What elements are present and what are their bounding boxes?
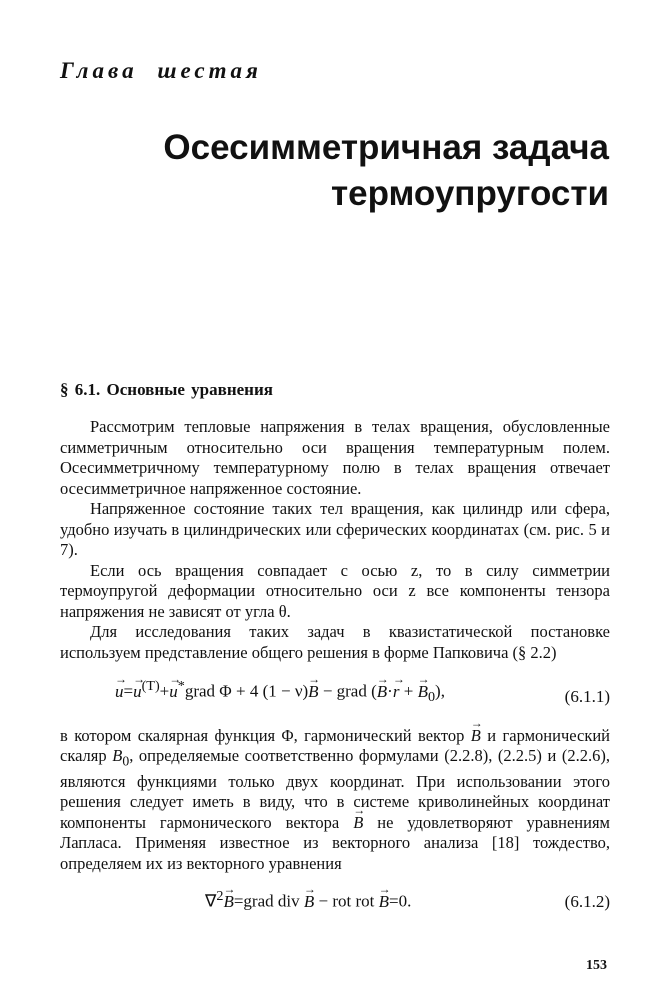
paragraph-5-text-a: в котором скалярная функция Φ, гармонический вектор bbox=[60, 725, 465, 745]
chapter-heading: Глава шестая bbox=[60, 58, 262, 83]
equation-6-1-1 bbox=[60, 676, 610, 708]
paragraph-5 bbox=[60, 726, 610, 875]
rot-rot-term: − rot rot bbox=[318, 892, 375, 911]
paragraph-1: Рассмотрим тепловые напряжения в телах вращения, обусловленные симметричным относительно оси вращения температурным полем. Осесимметричному температурному полю в телах вращения отвечает осесимметричное напряженное состояние. bbox=[60, 417, 610, 498]
equation-6-1-2-body bbox=[205, 886, 411, 912]
subscript-0: 0 bbox=[427, 689, 436, 706]
scalar-b0: B bbox=[112, 746, 123, 766]
paragraph-2: Напряженное состояние таких тел вращения, как цилиндр или сфера, удобно изучать в цилиндрических или сферических координатах (см. рис. 5 и 7). bbox=[60, 499, 610, 559]
vector-b: → B bbox=[304, 892, 314, 913]
nabla-symbol: ∇ bbox=[205, 892, 217, 911]
vector-u: → u bbox=[115, 682, 124, 703]
body-text bbox=[60, 417, 610, 913]
chapter-title bbox=[163, 125, 609, 217]
chapter-title-line-2: термоупругости bbox=[330, 174, 609, 213]
paragraph-5-text-c: , определяемые соответственно формулами (2.2.8), (2.2.5) и (2.2.6), являются функциями только двух координат. При использовании этого решения следует иметь в виду, что в системе криволинейных координат компоненты гармонического вектора bbox=[60, 746, 610, 832]
equals-zero: =0. bbox=[389, 892, 412, 911]
section-heading: § 6.1. Основные уравнения bbox=[60, 380, 273, 399]
plus-operator: + bbox=[399, 681, 418, 701]
vector-u-star: → u bbox=[169, 682, 178, 703]
vector-b: → B bbox=[377, 682, 387, 703]
dot-operator: · bbox=[387, 681, 393, 701]
paragraph-5-text-d: не удовлетворяют уравнениям Лапласа. Применяя известное из векторного анализа [18] тождество, определяем их из векторного уравнения bbox=[60, 812, 611, 873]
vector-b: → B bbox=[308, 682, 318, 703]
vector-b: → B bbox=[223, 892, 233, 913]
equation-number-6-1-1: (6.1.1) bbox=[564, 687, 610, 707]
scalar-b0-subscript: 0 bbox=[122, 753, 130, 769]
paragraph-5-text-b: и гармонический скаляр bbox=[60, 725, 611, 766]
vector-b: → B bbox=[379, 892, 389, 913]
grad-term: − grad ( bbox=[318, 681, 377, 701]
equation-6-1-2 bbox=[60, 886, 610, 912]
grad-phi-term: grad Φ + 4 (1 − ν) bbox=[184, 681, 309, 701]
paragraph-4: Для исследования таких задач в квазистатической постановке используем представление общего решения в форме Папковича (§ 2.2) bbox=[60, 622, 610, 662]
chapter-title-line-1: Осесимметричная задача bbox=[163, 128, 609, 167]
grad-div-term: =grad div bbox=[233, 892, 300, 911]
vector-b-inline: → B bbox=[471, 726, 481, 747]
equation-6-1-1-body: → $u=\to u^{(T)}+\to$ u*grad Φ + 4 (1 − ν)→ B − grad (→ B·→ r + → $B_0$), bbox=[115, 676, 445, 708]
vector-b0: → B bbox=[418, 682, 428, 703]
superscript-t: (T) bbox=[141, 678, 160, 694]
page-number: 153 bbox=[586, 958, 607, 973]
vector-r: → r bbox=[393, 682, 400, 703]
equation-number-6-1-2: (6.1.2) bbox=[564, 892, 610, 911]
vector-u-thermal: → u bbox=[133, 682, 142, 703]
vector-b-inline-2: → B bbox=[353, 813, 363, 834]
close-paren: ), bbox=[435, 681, 445, 701]
superscript-star: * bbox=[177, 678, 185, 694]
nabla-square: 2 bbox=[216, 888, 224, 905]
paragraph-3: Если ось вращения совпадает с осью z, то в силу симметрии термоупругой деформации относительно оси z все компоненты тензора напряжения не зависят от угла θ. bbox=[60, 560, 610, 621]
